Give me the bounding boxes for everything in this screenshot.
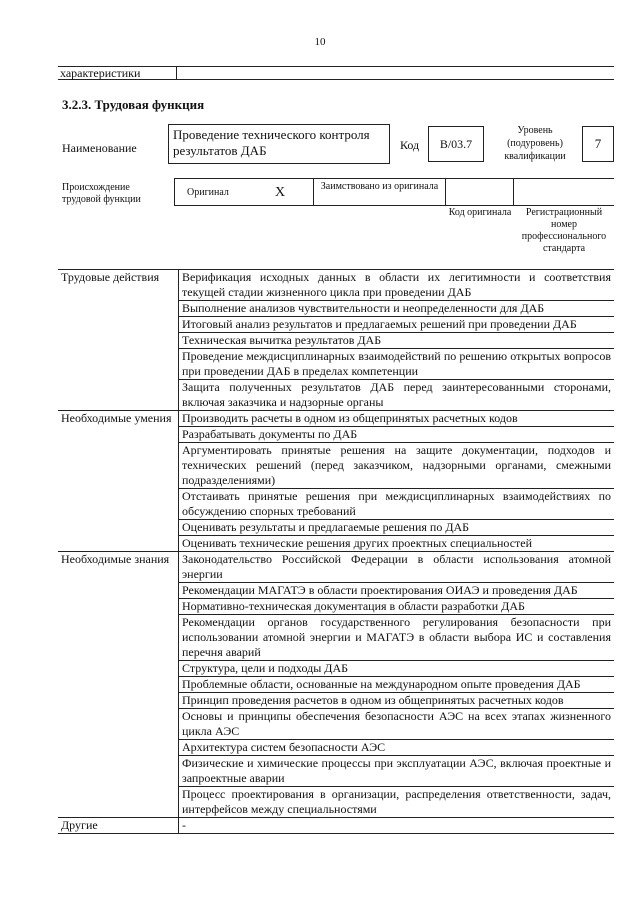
carry-over-value [177,67,615,80]
code-label: Код [400,138,420,152]
table-row [58,411,614,427]
requirement-item: Итоговый анализ результатов и предлагаемых решений при проведении ДАБ [179,317,615,333]
borrowed-label: Заимствовано из оригинала [313,178,446,206]
original-label: Оригинал [187,187,229,198]
section-title: 3.2.3. Трудовая функция [62,97,205,112]
requirement-item: Законодательство Российской Федерации в области использования атомной энергии [179,552,615,583]
requirement-item: Выполнение анализов чувствительности и неопределенности для ДАБ [179,301,615,317]
origin-code-cell [445,178,514,206]
requirement-item: Проблемные области, основанные на международном опыте проведения ДАБ [179,677,615,693]
requirement-item: Физические и химические процессы при эксплуатации АЭС, включая проектные и запроектные аварии [179,756,615,787]
original-mark: X [275,185,286,200]
origin-original-cell [174,178,314,206]
level-value: 7 [582,126,614,162]
name-label: Наименование [62,141,137,155]
requirement-item: Верификация исходных данных в области их легитимности и соответствия текущей стадии жизненного цикла при проведении ДАБ [179,270,615,301]
category-label: Другие [58,818,179,834]
requirement-item: Рекомендации органов государственного регулирования безопасности при использовании атомной энергии и МАГАТЭ в области выбора ИС и составления перечня аварий [179,615,615,661]
requirement-item: Разрабатывать документы по ДАБ [179,427,615,443]
carry-over-row [58,66,614,80]
requirement-item: Принцип проведения расчетов в одном из общепринятых расчетных кодов [179,693,615,709]
page-number: 10 [314,36,326,48]
requirement-item: Аргументировать принятые решения на защите документации, подходов и технических решений (перед заказчиком, надзорными органами, смежными подразделениями) [179,443,615,489]
function-details-table [58,269,614,834]
requirement-item: Архитектура систем безопасности АЭС [179,740,615,756]
requirement-item: Защита полученных результатов ДАБ перед заинтересованными сторонами, включая заказчика и надзорные органы [179,380,615,411]
requirement-item: Процесс проектирования в организации, распределения ответственности, задач, интерфейсов между специальностями [179,787,615,818]
category-label: Необходимые умения [58,411,179,552]
requirement-item: Оценивать технические решения других проектных специальностей [179,536,615,552]
carry-over-label: характеристики [58,67,177,80]
requirement-item: Проведение междисциплинарных взаимодействий по решению открытых вопросов при проведении ДАБ в пределах компетенции [179,349,615,380]
name-value: Проведение технического контроля результатов ДАБ [168,124,390,164]
requirement-item: Структура, цели и подходы ДАБ [179,661,615,677]
origin-label: Происхождение трудовой функции [62,182,141,205]
requirement-item: Оценивать результаты и предлагаемые решения по ДАБ [179,520,615,536]
origin-reg-cell [513,178,614,206]
requirement-item: Основы и принципы обеспечения безопасности АЭС на всех этапах жизненного цикла АЭС [179,709,615,740]
requirement-item: - [179,818,615,834]
table-row [58,270,614,301]
category-label: Трудовые действия [58,270,179,411]
requirement-item: Рекомендации МАГАТЭ в области проектирования ОИАЭ и проведения ДАБ [179,583,615,599]
table-row [58,818,614,834]
requirement-item: Производить расчеты в одном из общепринятых расчетных кодов [179,411,615,427]
table-row [58,552,614,583]
requirement-item: Отстаивать принятые решения при междисциплинарных взаимодействиях по обсуждению спорных требований [179,489,615,520]
requirement-item: Нормативно-техническая документация в области разработки ДАБ [179,599,615,615]
requirement-item: Техническая вычитка результатов ДАБ [179,333,615,349]
level-label: Уровень (подуровень) квалификации [504,125,566,162]
category-label: Необходимые знания [58,552,179,818]
code-value: B/03.7 [428,126,484,162]
origin-reg-caption: Регистрационный номер профессионального стандарта [521,207,607,254]
origin-code-caption: Код оригинала [448,207,512,218]
